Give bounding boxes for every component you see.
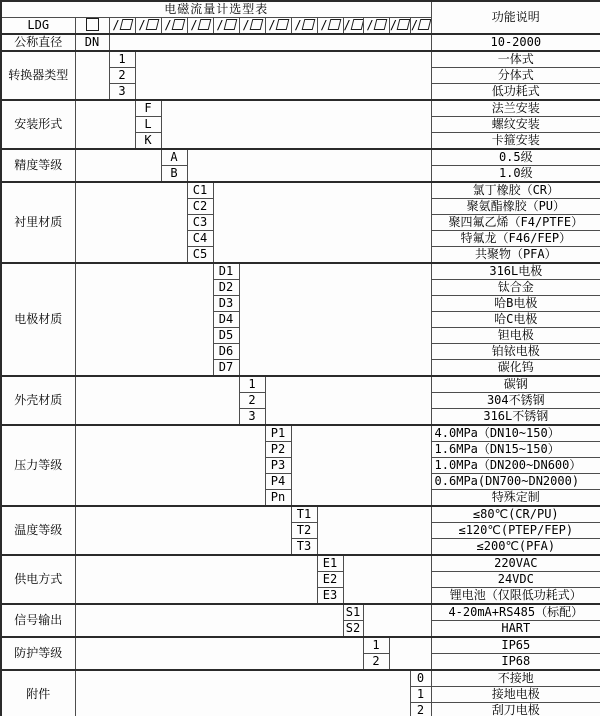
option-code: L: [135, 117, 161, 133]
category-label: 转换器类型: [1, 51, 75, 100]
option-code: E3: [317, 588, 343, 605]
table-title: 电磁流量计选型表: [1, 1, 431, 18]
slot-slash: /: [242, 18, 250, 32]
option-code: S2: [343, 621, 363, 638]
checkbox-icon: [373, 19, 387, 30]
category-label: 衬里材质: [1, 182, 75, 263]
option-code: D6: [213, 344, 239, 360]
code-slot: [410, 18, 431, 35]
category-label: 电极材质: [1, 263, 75, 376]
option-description: 铂铱电极: [431, 344, 600, 360]
checkbox-icon: [119, 19, 133, 30]
option-description: 聚氨酯橡胶（PU）: [431, 199, 600, 215]
grid-spacer: [75, 670, 410, 716]
option-description: 刮刀电极: [431, 703, 600, 716]
option-code: D4: [213, 312, 239, 328]
option-code: 0: [410, 670, 431, 687]
category-label: 外壳材质: [1, 376, 75, 425]
category-label: 温度等级: [1, 506, 75, 555]
option-description: 钛合金: [431, 280, 600, 296]
option-code: 2: [363, 654, 389, 671]
code-slot: [291, 18, 317, 35]
option-row: [1, 149, 600, 166]
option-code: C4: [187, 231, 213, 247]
option-row: [1, 100, 600, 117]
slot-slash: /: [112, 18, 120, 32]
option-code: D3: [213, 296, 239, 312]
slot-slash: /: [164, 18, 172, 32]
grid-spacer: [343, 555, 431, 604]
grid-spacer: [363, 604, 431, 637]
checkbox-icon: [350, 19, 363, 30]
option-code: T3: [291, 539, 317, 556]
option-description: 卡箍安装: [431, 133, 600, 150]
option-code: C1: [187, 182, 213, 199]
option-row: [1, 604, 600, 621]
code-slot: [75, 18, 109, 35]
option-code: P2: [265, 442, 291, 458]
option-row: [1, 376, 600, 393]
slot-slash: /: [366, 18, 374, 32]
option-code: D5: [213, 328, 239, 344]
option-description: HART: [431, 621, 600, 638]
grid-spacer: [75, 637, 363, 670]
option-code: T2: [291, 523, 317, 539]
checkbox-icon: [301, 19, 315, 30]
option-description: 304不锈钢: [431, 393, 600, 409]
slot-slash: /: [216, 18, 224, 32]
checkbox-icon: [197, 19, 211, 30]
grid-spacer: [109, 34, 431, 51]
category-label: 压力等级: [1, 425, 75, 506]
code-slot: [161, 18, 187, 35]
grid-spacer: [75, 100, 135, 149]
option-code: P1: [265, 425, 291, 442]
option-description: 10-2000: [431, 34, 600, 51]
grid-spacer: [265, 376, 431, 425]
category-label: 附件: [1, 670, 75, 716]
category-label: 信号输出: [1, 604, 75, 637]
option-code: E1: [317, 555, 343, 572]
option-description: 316L不锈钢: [431, 409, 600, 426]
option-code: C5: [187, 247, 213, 264]
code-slot: [389, 18, 410, 35]
option-code: 1: [239, 376, 265, 393]
option-description: 接地电极: [431, 687, 600, 703]
slot-slash: /: [320, 18, 328, 32]
checkbox-icon: [275, 19, 289, 30]
option-row: [1, 34, 600, 51]
option-description: 220VAC: [431, 555, 600, 572]
option-description: 哈B电极: [431, 296, 600, 312]
option-code: 2: [410, 703, 431, 716]
option-row: [1, 506, 600, 523]
grid-spacer: [239, 263, 431, 376]
option-row: [1, 51, 600, 68]
slot-slash: /: [294, 18, 302, 32]
code-slot: [213, 18, 239, 35]
option-row: [1, 670, 600, 687]
option-code: D2: [213, 280, 239, 296]
slot-slash: /: [389, 18, 398, 32]
option-description: 聚四氟乙烯（F4/PTFE）: [431, 215, 600, 231]
grid-spacer: [75, 182, 187, 263]
slot-slash: /: [190, 18, 198, 32]
grid-spacer: [291, 425, 431, 506]
slot-slash: /: [138, 18, 146, 32]
grid-spacer: [317, 506, 431, 555]
option-code: Pn: [265, 490, 291, 507]
grid-spacer: [75, 51, 109, 100]
category-label: 安装形式: [1, 100, 75, 149]
option-code: 3: [109, 84, 135, 101]
model-prefix: LDG: [1, 18, 75, 35]
option-description: 氯丁橡胶（CR）: [431, 182, 600, 199]
code-slot: [135, 18, 161, 35]
grid-spacer: [389, 637, 431, 670]
option-code: S1: [343, 604, 363, 621]
option-code: P3: [265, 458, 291, 474]
checkbox-icon: [327, 19, 341, 30]
category-label: 供电方式: [1, 555, 75, 604]
option-description: 一体式: [431, 51, 600, 68]
option-code: 2: [109, 68, 135, 84]
code-slot: [187, 18, 213, 35]
option-description: ≤200℃(PFA): [431, 539, 600, 556]
option-row: [1, 637, 600, 654]
option-description: ≤120℃(PTEP/FEP): [431, 523, 600, 539]
grid-spacer: [75, 149, 161, 182]
checkbox-icon: [171, 19, 185, 30]
option-description: 低功耗式: [431, 84, 600, 101]
category-label: 精度等级: [1, 149, 75, 182]
option-code: P4: [265, 474, 291, 490]
code-slot: [363, 18, 389, 35]
option-code: 1: [109, 51, 135, 68]
option-description: 24VDC: [431, 572, 600, 588]
option-description: 钽电极: [431, 328, 600, 344]
option-description: 分体式: [431, 68, 600, 84]
checkbox-icon: [249, 19, 263, 30]
slot-slash: /: [268, 18, 276, 32]
category-label: 公称直径: [1, 34, 75, 51]
option-code: T1: [291, 506, 317, 523]
option-description: 316L电极: [431, 263, 600, 280]
option-code: B: [161, 166, 187, 183]
checkbox-icon: [86, 18, 99, 31]
option-description: 1.0级: [431, 166, 600, 183]
option-code: 1: [363, 637, 389, 654]
option-description: 不接地: [431, 670, 600, 687]
code-slot: [239, 18, 265, 35]
option-code: DN: [75, 34, 109, 51]
option-code: 1: [410, 687, 431, 703]
option-code: F: [135, 100, 161, 117]
option-description: ≤80℃(CR/PU): [431, 506, 600, 523]
option-description: 碳化钨: [431, 360, 600, 377]
grid-spacer: [75, 506, 291, 555]
slot-slash: /: [410, 18, 419, 32]
option-description: 法兰安装: [431, 100, 600, 117]
checkbox-icon: [223, 19, 237, 30]
option-description: 0.6MPa(DN700~DN2000): [431, 474, 600, 490]
option-code: C2: [187, 199, 213, 215]
option-code: K: [135, 133, 161, 150]
function-column-header: 功能说明: [431, 1, 600, 34]
option-code: 2: [239, 393, 265, 409]
option-row: [1, 425, 600, 442]
grid-spacer: [75, 263, 213, 376]
grid-spacer: [75, 604, 343, 637]
option-description: 4-20mA+RS485（标配）: [431, 604, 600, 621]
option-description: IP68: [431, 654, 600, 671]
grid-spacer: [187, 149, 431, 182]
category-label: 防护等级: [1, 637, 75, 670]
title-row: [1, 1, 600, 18]
checkbox-icon: [418, 19, 431, 30]
code-slot: [317, 18, 343, 35]
option-row: [1, 182, 600, 199]
grid-spacer: [161, 100, 431, 149]
option-code: E2: [317, 572, 343, 588]
checkbox-icon: [397, 19, 410, 30]
option-code: D7: [213, 360, 239, 377]
option-row: [1, 555, 600, 572]
option-description: 4.0MPa（DN10~150）: [431, 425, 600, 442]
grid-spacer: [75, 555, 317, 604]
option-description: 螺纹安装: [431, 117, 600, 133]
code-slot: [109, 18, 135, 35]
option-description: 1.0MPa（DN200~DN600）: [431, 458, 600, 474]
option-description: 哈C电极: [431, 312, 600, 328]
option-row: [1, 263, 600, 280]
option-description: 1.6MPa（DN15~150）: [431, 442, 600, 458]
code-slot: [343, 18, 363, 35]
grid-spacer: [135, 51, 431, 100]
grid-spacer: [75, 376, 239, 425]
option-description: 锂电池（仅限低功耗式）: [431, 588, 600, 605]
option-code: A: [161, 149, 187, 166]
grid-spacer: [75, 425, 265, 506]
option-code: C3: [187, 215, 213, 231]
option-code: D1: [213, 263, 239, 280]
slot-slash: /: [343, 18, 351, 32]
grid-spacer: [213, 182, 431, 263]
option-description: 共聚物（PFA）: [431, 247, 600, 264]
option-description: IP65: [431, 637, 600, 654]
code-slot: [265, 18, 291, 35]
option-description: 特殊定制: [431, 490, 600, 507]
option-description: 碳钢: [431, 376, 600, 393]
option-code: 3: [239, 409, 265, 426]
option-description: 0.5级: [431, 149, 600, 166]
option-description: 特氟龙（F46/FEP）: [431, 231, 600, 247]
checkbox-icon: [145, 19, 159, 30]
